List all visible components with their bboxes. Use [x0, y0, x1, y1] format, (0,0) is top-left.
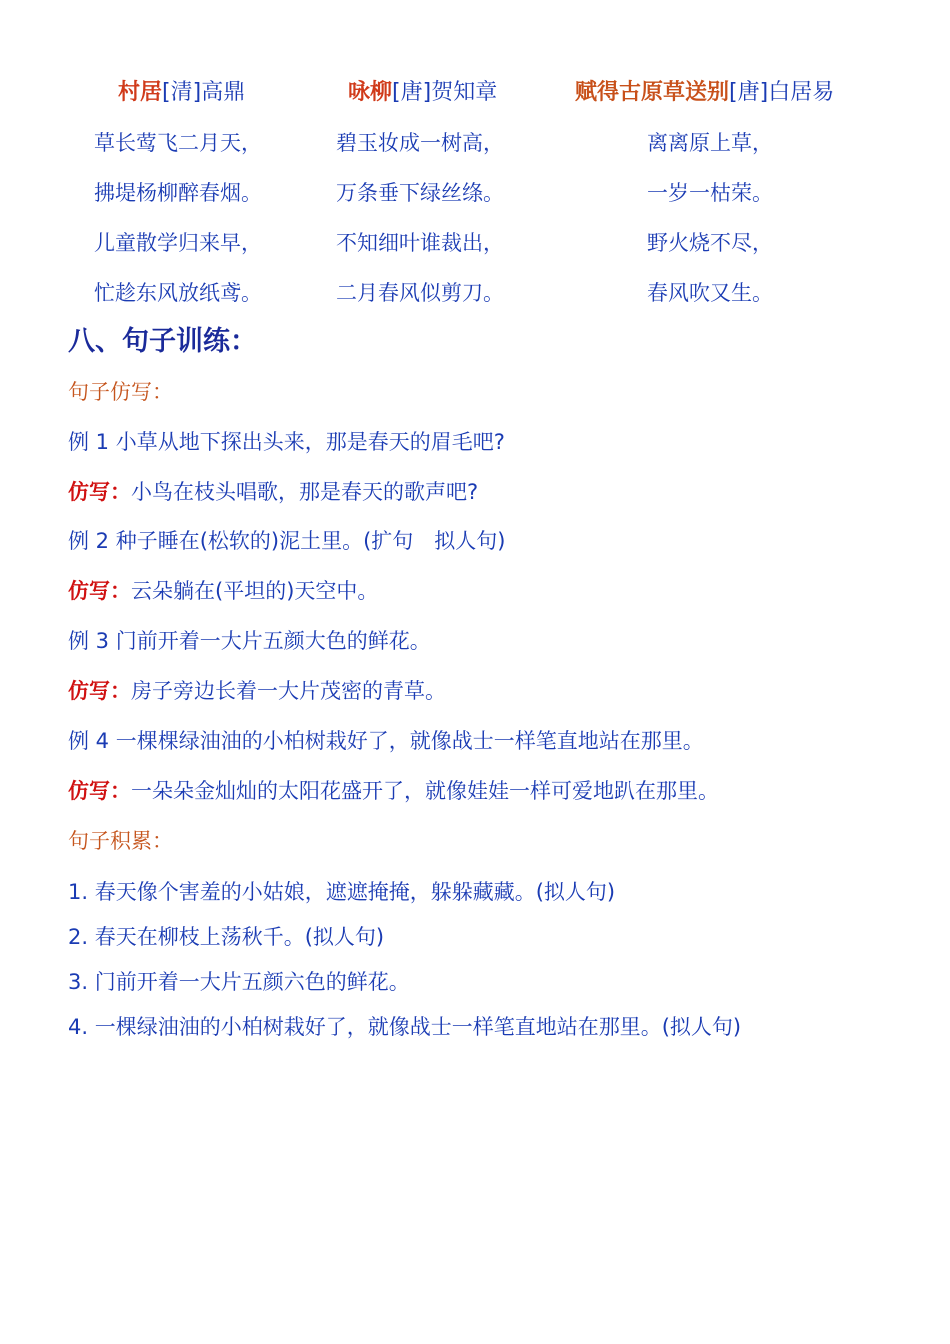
poem-fude [575, 76, 834, 318]
poem-author: 高鼎 [201, 80, 246, 105]
poem-yongliu [336, 76, 504, 318]
imitation-label: 仿写： [68, 779, 131, 803]
imitation-sentence [68, 775, 719, 807]
example-sentence: 例 3 门前开着一大片五颜大色的鲜花。 [68, 629, 431, 653]
poem-author: 白居易 [768, 80, 835, 105]
imitation-sentence [68, 675, 446, 707]
poem-line: 草长莺飞二月天， [94, 131, 262, 155]
poem-header [348, 76, 504, 110]
imitation-text: 云朵躺在(平坦的)天空中。 [131, 579, 379, 603]
accumulation-item: 3. 门前开着一大片五颜六色的鲜花。 [68, 970, 410, 994]
poem-line: 忙趁东风放纸鸢。 [94, 281, 262, 305]
accumulation-heading: 句子积累： [68, 829, 173, 853]
poem-line: 春风吹又生。 [647, 281, 773, 305]
accumulation-item: 1. 春天像个害羞的小姑娘，遮遮掩掩，躲躲藏藏。(拟人句) [68, 880, 616, 904]
poem-header [118, 76, 262, 110]
poem-dynasty: [清] [162, 80, 202, 105]
poem-dynasty: [唐] [392, 80, 432, 105]
imitation-sentence [68, 575, 378, 607]
poem-header [575, 76, 834, 110]
imitation-heading: 句子仿写： [68, 380, 173, 404]
poem-title: 村居 [118, 80, 163, 105]
imitation-text: 房子旁边长着一大片茂密的青草。 [131, 679, 446, 703]
accumulation-item: 2. 春天在柳枝上荡秋千。(拟人句) [68, 925, 385, 949]
poem-line: 离离原上草， [647, 131, 773, 155]
poem-line: 万条垂下绿丝绦。 [336, 181, 504, 205]
poem-line: 野火烧不尽， [647, 231, 773, 255]
poem-lines [647, 118, 834, 318]
example-sentence: 例 1 小草从地下探出头来，那是春天的眉毛吧? [68, 430, 505, 454]
poem-line: 拂堤杨柳醉春烟。 [94, 181, 262, 205]
example-sentence: 例 4 一棵棵绿油油的小柏树栽好了，就像战士一样笔直地站在那里。 [68, 729, 704, 753]
accumulation-item: 4. 一棵绿油油的小柏树栽好了，就像战士一样笔直地站在那里。(拟人句) [68, 1015, 742, 1039]
imitation-label: 仿写： [68, 679, 131, 703]
poem-cunju [94, 76, 262, 318]
imitation-text: 小鸟在枝头唱歌，那是春天的歌声吧? [131, 480, 479, 504]
poem-dynasty: [唐] [729, 80, 769, 105]
example-sentence: 例 2 种子睡在(松软的)泥土里。(扩句 拟人句) [68, 529, 506, 553]
poem-lines [94, 118, 262, 318]
imitation-label: 仿写： [68, 579, 131, 603]
poem-lines [336, 118, 504, 318]
poem-title: 咏柳 [348, 80, 393, 105]
poem-author: 贺知章 [431, 80, 498, 105]
section-heading: 八、句子训练： [68, 326, 257, 357]
poem-line: 儿童散学归来早， [94, 231, 262, 255]
imitation-text: 一朵朵金灿灿的太阳花盛开了，就像娃娃一样可爱地趴在那里。 [131, 779, 719, 803]
poem-line: 二月春风似剪刀。 [336, 281, 504, 305]
imitation-label: 仿写： [68, 480, 131, 504]
imitation-sentence [68, 476, 478, 508]
poem-title: 赋得古原草送别 [575, 80, 730, 105]
poem-line: 一岁一枯荣。 [647, 181, 773, 205]
poem-line: 碧玉妆成一树高， [336, 131, 504, 155]
poem-line: 不知细叶谁裁出， [336, 231, 504, 255]
